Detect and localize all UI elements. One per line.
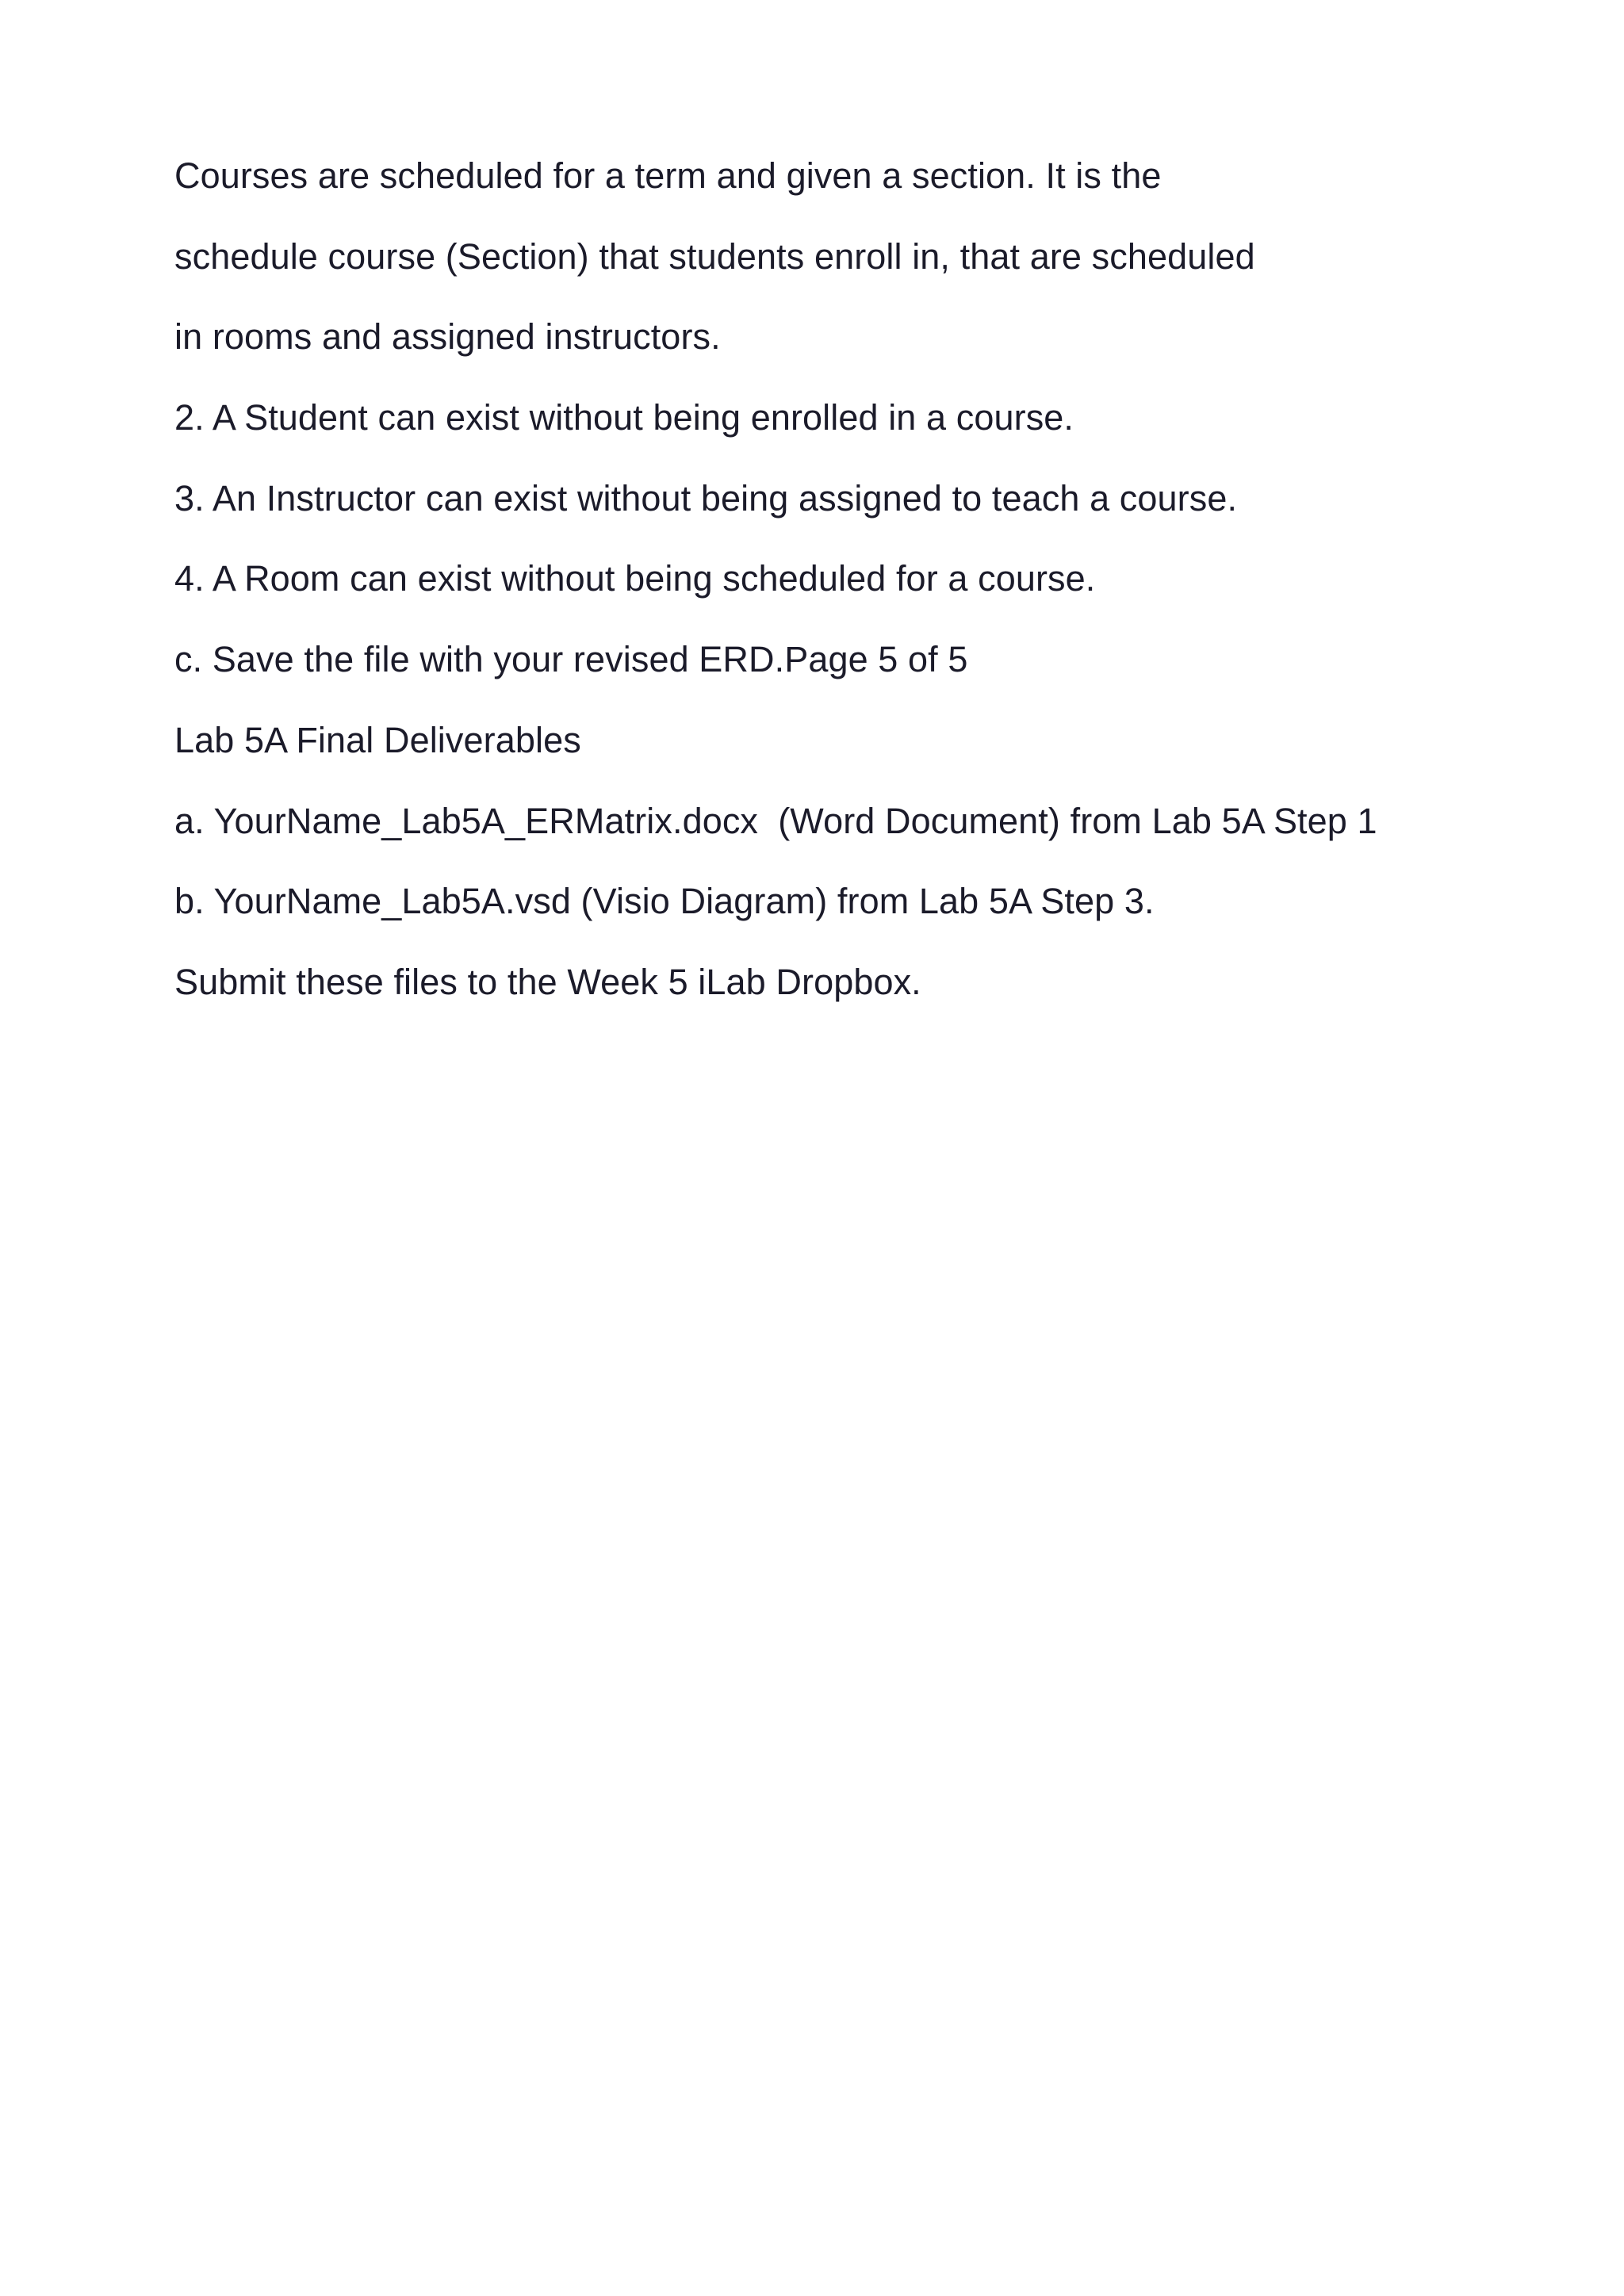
paragraph-line-courses-scheduled: Courses are scheduled for a term and given a section. It is the	[174, 155, 1162, 196]
list-item-instructor: 3. An Instructor can exist without being assigned to teach a course.	[174, 477, 1238, 519]
submission-instruction: Submit these files to the Week 5 iLab Dropbox.	[174, 961, 921, 1002]
deliverable-item-ermatrix: a. YourName_Lab5A_ERMatrix.docx (Word Document) from Lab 5A Step 1	[174, 800, 1377, 841]
deliverable-item-visio: b. YourName_Lab5A.vsd (Visio Diagram) from Lab 5A Step 3.	[174, 881, 1155, 922]
list-item-room: 4. A Room can exist without being scheduled for a course.	[174, 558, 1096, 599]
paragraph-line-rooms-instructors: in rooms and assigned instructors.	[174, 316, 721, 358]
paragraph-line-schedule-course: schedule course (Section) that students enroll in, that are scheduled	[174, 235, 1255, 277]
list-item-student: 2. A Student can exist without being enrolled in a course.	[174, 397, 1074, 438]
document-body	[174, 149, 1602, 1036]
list-item-save-file: c. Save the file with your revised ERD.Page 5 of 5	[174, 639, 968, 680]
section-heading-deliverables: Lab 5A Final Deliverables	[174, 719, 581, 760]
